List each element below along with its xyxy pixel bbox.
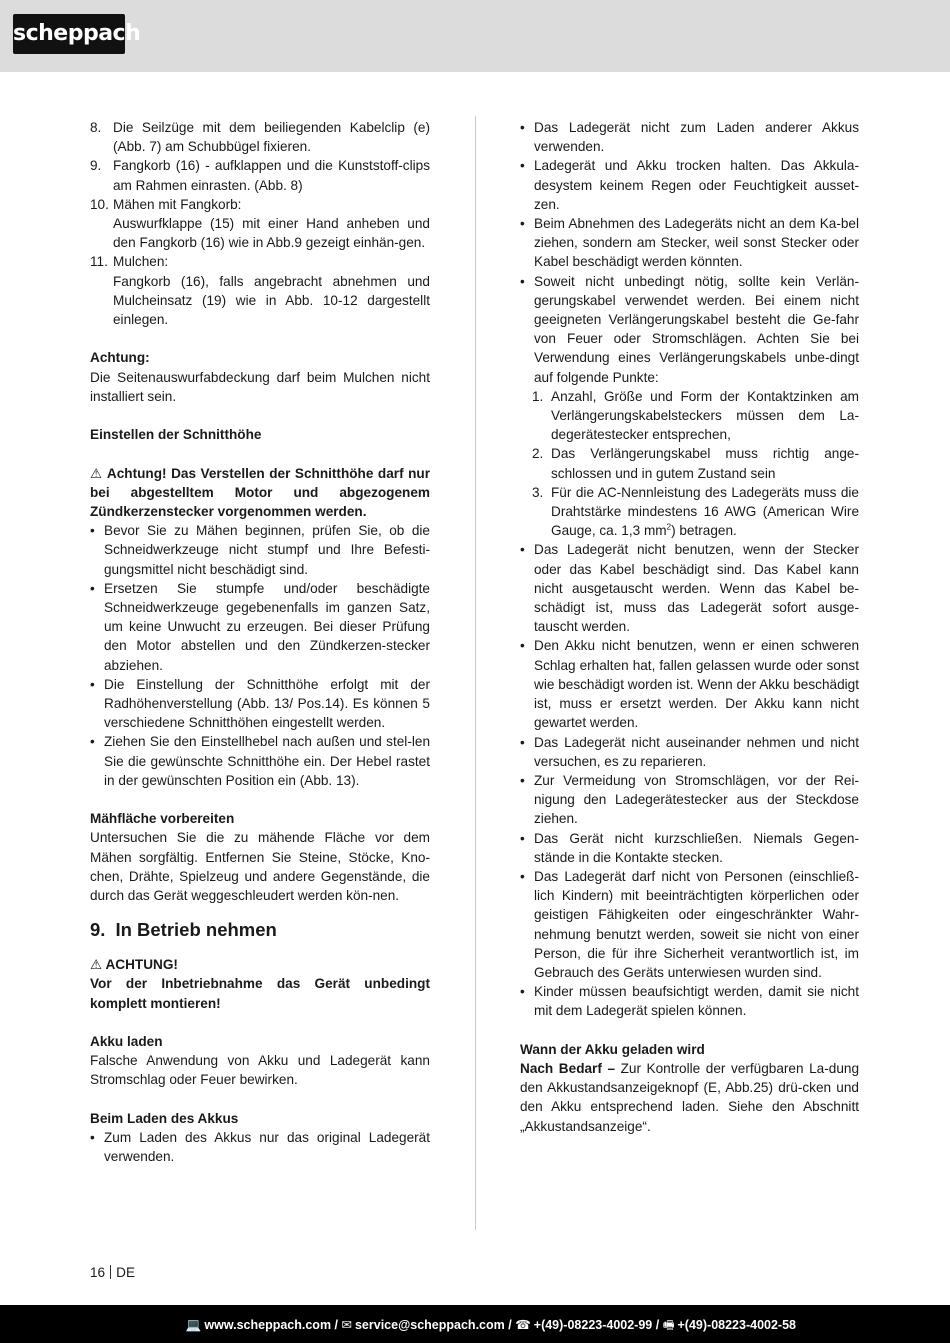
step-detail: Auswurfklappe (15) mit einer Hand anheben und den Fangkorb (16) wie in Abb.9 gezeigt einhän-gen. [113, 216, 430, 251]
page-number-value: 16 [90, 1265, 106, 1280]
brand-logo: scheppach [13, 14, 125, 54]
chapter-number: 9. [90, 919, 106, 941]
section-heading: Einstellen der Schnitthöhe [90, 427, 262, 443]
attention-title: Achtung: [90, 350, 150, 366]
step-item [90, 195, 430, 253]
contact-line [186, 1316, 796, 1337]
step-item [90, 252, 430, 329]
left-column [90, 118, 430, 1166]
list-item: • Das Ladegerät nicht benutzen, wenn der Stecker oder das Kabel beschädigt sind. Das Kabel kann nicht ausgetauscht werden. Wenn das Kabel be-schädigt ist, muss das Ladegerät sofort ausge-tauscht werden. [520, 540, 859, 636]
page-language: DE [116, 1265, 136, 1280]
list-item: • Das Gerät nicht kurzschließen. Niemals Gegen-stände in die Kontakte stecken. [520, 829, 859, 867]
phone-number: +(49)-08223-4002-99 / [533, 1318, 660, 1332]
section-heading: Mähfläche vorbereiten [90, 811, 235, 827]
list-item: • Das Ladegerät nicht auseinander nehmen und nicht versuchen, es zu reparieren. [520, 733, 859, 771]
section-heading: Akku laden [90, 1034, 163, 1050]
section-heading: Wann der Akku geladen wird [520, 1041, 705, 1057]
step-text: Mulchen: [113, 254, 169, 270]
list-item: • Zum Laden des Akkus nur das original Ladegerät verwenden. [90, 1128, 430, 1166]
attention-text: Die Seitenauswurfabdeckung darf beim Mulchen nicht installiert sein. [90, 369, 430, 404]
step-item [90, 156, 430, 194]
sub-list-item [520, 483, 859, 541]
sub-list-item [520, 444, 859, 482]
list-item: • Kinder müssen beaufsichtigt werden, damit sie nicht mit dem Ladegerät spielen können. [520, 982, 859, 1020]
list-item: • Zur Vermeidung von Stromschlägen, vor der Rei-nigung den Ladegerätestecker aus der Steckdose ziehen. [520, 771, 859, 829]
list-item: • Soweit nicht unbedingt nötig, sollte kein Verlän-gerungskabel verwendet werden. Bei einem nicht geeigneten Verlängerungskabel besteht die Ge-fahr von Feuer oder Stromschlägen. Achten Sie bei Verwendung eines Verlängerungskabels unbe-dingt auf folgende Punkte: [520, 272, 859, 387]
step-number: 9. [90, 158, 102, 174]
sub-text: Anzahl, Größe und Form der Kontaktzinken am Verlängerungskabelsteckers müssen dem La-degerätestecker entsprechen, [551, 388, 859, 443]
list-item: • Das Ladegerät nicht zum Laden anderer Akkus verwenden. [520, 118, 859, 156]
warning-text: Vor der Inbetriebnahme das Gerät unbedingt komplett montieren! [90, 976, 430, 1011]
mail-icon: ✉ [341, 1318, 352, 1332]
sub-number: 2. [532, 446, 544, 462]
list-item: • Ladegerät und Akku trocken halten. Das Akkula-desystem keinem Regen oder Feuchtigkeit ausset-zen. [520, 156, 859, 214]
list-item: • Ziehen Sie den Einstellhebel nach außen und stel-len Sie die gewünschte Schnitthöhe ein. Der Hebel rastet in der gewünschten Position ein (Abb. 13). [90, 732, 430, 790]
step-text: Mähen mit Fangkorb: [113, 196, 242, 212]
sub-text: Für die AC-Nennleistung des Ladegeräts muss die Drahtstärke mindestens 16 AWG (American Wire Gauge, ca. 1,3 mm [551, 484, 859, 539]
page-separator [110, 1265, 111, 1279]
warning-message: Achtung! Das Verstellen der Schnitthöhe darf nur bei abgestelltem Motor und abgezogenem Zündkerzenstecker vorgenommen werden. [90, 465, 431, 520]
step-detail: Fangkorb (16), falls angebracht abnehmen und Mulcheinsatz (19) wie in Abb. 10-12 dargestellt einlegen. [113, 273, 430, 328]
warning-icon: ⚠ [90, 465, 103, 481]
email-link[interactable]: service@scheppach.com / [354, 1318, 512, 1332]
list-item: • Bevor Sie zu Mähen beginnen, prüfen Sie, ob die Schneidwerkzeuge nicht stumpf und Ihre Befesti-gungsmittel nicht beschädigt sind. [90, 521, 430, 579]
warning-title [90, 955, 430, 974]
step-item [90, 118, 430, 156]
column-divider [475, 116, 476, 1230]
section-heading: Beim Laden des Akkus [90, 1110, 239, 1126]
page-number [90, 1265, 135, 1280]
paragraph-lead: Nach Bedarf – [520, 1060, 616, 1076]
chapter-title: In Betrieb nehmen [115, 919, 277, 941]
list-item: • Den Akku nicht benutzen, wenn er einen schweren Schlag erhalten hat, fallen gelassen wurde oder sonst wie beschädigt worden ist. Wenn der Akku beschädigt ist, muss er ersetzt werden. Der Akku kann nicht gewartet werden. [520, 636, 859, 732]
warning-label: ACHTUNG! [105, 957, 178, 973]
step-number: 11. [90, 254, 108, 270]
list-item: • Beim Abnehmen des Ladegeräts nicht an dem Ka-bel ziehen, sondern am Stecker, weil sonst Stecker oder Kabel beschädigt werden könnten. [520, 214, 859, 272]
sub-text-tail: ) betragen. [671, 523, 737, 539]
sub-list-item [520, 387, 859, 445]
list-item: • Ersetzen Sie stumpfe und/oder beschädigte Schneidwerkzeuge gegebenenfalls im ganzen Satz, um keine Unwucht zu erzeugen. Bei dieser Prüfung den Motor abstellen und den Zündkerzen-stecker abziehen. [90, 579, 430, 675]
list-item: • Die Einstellung der Schnitthöhe erfolgt mit der Radhöhenverstellung (Abb. 13/ Pos.14). Es können 5 verschiedene Schnitthöhen eingestellt werden. [90, 675, 430, 733]
paragraph-text: Zur Kontrolle der verfügbaren La-dung den Akkustandsanzeigeknopf (E, Abb.25) drü-cken und den Akku entsprechend laden. Siehe den Abschnitt „Akkustandsanzeige“. [520, 1060, 859, 1134]
page-footer [0, 1305, 950, 1343]
step-number: 10. [90, 196, 109, 212]
computer-icon: 💻 [185, 1318, 202, 1332]
website-link[interactable]: www.scheppach.com / [204, 1318, 339, 1332]
step-text: Fangkorb (16) - aufklappen und die Kunststoff-clips am Rahmen einrasten. (Abb. 8) [113, 158, 430, 193]
warning-text [90, 464, 430, 522]
sub-number: 1. [532, 388, 544, 404]
fax-number: +(49)-08223-4002-58 [677, 1318, 796, 1332]
phone-icon: ☎ [515, 1318, 531, 1332]
right-column [520, 118, 859, 1136]
paragraph: Untersuchen Sie die zu mähende Fläche vor dem Mähen sorgfältig. Entfernen Sie Steine, Stöcke, Kno-chen, Drähte, Spielzeug und andere Gegenstände, die durch das Gerät weggeschleudert werden kön-nen. [90, 830, 430, 904]
paragraph: Falsche Anwendung von Akku und Ladegerät kann Stromschlag oder Feuer bewirken. [90, 1053, 430, 1088]
sub-number: 3. [532, 484, 544, 500]
page-header [0, 0, 950, 72]
chapter-heading [90, 918, 430, 942]
superscript: 2 [666, 522, 672, 532]
list-item: • Das Ladegerät darf nicht von Personen (einschließ-lich Kindern) mit beeinträchtigten körperlichen oder geistigen Fähigkeiten oder eingeschränkter Wahr-nehmung benutzt werden, soweit sie nicht von einer Person, die für ihre Sicherheit verantwortlich ist, im Gebrauch des Geräts unterwiesen wurden sind. [520, 867, 859, 982]
sub-text: Das Verlängerungskabel muss richtig ange-schlossen und in gutem Zustand sein [551, 446, 859, 481]
warning-icon: ⚠ [90, 957, 103, 973]
fax-icon: 🖷 [662, 1318, 675, 1332]
step-number: 8. [90, 120, 102, 135]
paragraph [520, 1059, 859, 1136]
step-text: Die Seilzüge mit dem beiliegenden Kabelclip (e) (Abb. 7) am Schubbügel fixieren. [113, 120, 430, 155]
